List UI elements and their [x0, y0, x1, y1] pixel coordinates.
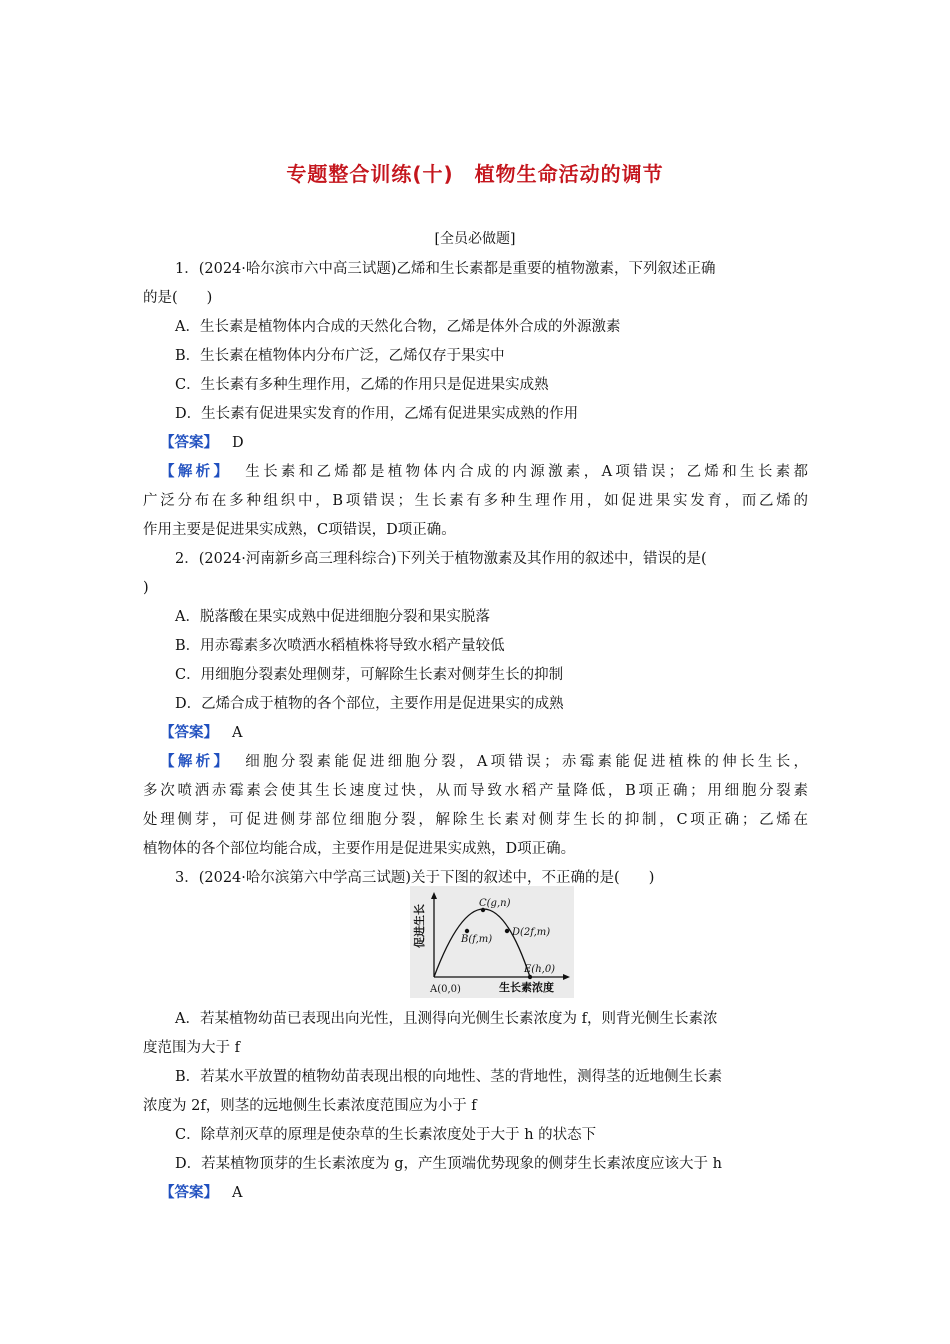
answer-tag: 【答案】 — [160, 724, 218, 741]
section-heading: [全员必做题] — [434, 231, 516, 247]
q1-stem-cont: 的是( ) — [143, 290, 213, 306]
q3-option-b: B．若某水平放置的植物幼苗表现出根的向地性、茎的背地性，测得茎的近地侧生长素 — [175, 1069, 723, 1085]
answer-value: D — [232, 435, 244, 451]
point-e-label: E(h,0) — [524, 964, 556, 975]
q3-option-d: D．若某植物顶芽的生长素浓度为 g，产生顶端优势现象的侧芽生长素浓度应该大于 h — [175, 1156, 722, 1172]
q2-option-c: C．用细胞分裂素处理侧芽，可解除生长素对侧芽生长的抑制 — [175, 667, 564, 683]
q3-option-c: C．除草剂灭草的原理是使杂草的生长素浓度处于大于 h 的状态下 — [175, 1127, 597, 1143]
analysis-text: 生长素和乙烯都是植物体内合成的内源激素，A项错误；乙烯和生长素都 — [245, 464, 809, 480]
q1-option-a: A．生长素是植物体内合成的天然化合物，乙烯是体外合成的外源激素 — [175, 319, 621, 335]
q2-stem-cont: ) — [143, 580, 149, 596]
q2-stem: 2．(2024·河南新乡高三理科综合)下列关于植物激素及其作用的叙述中，错误的是( — [175, 551, 707, 567]
answer-tag: 【答案】 — [160, 434, 218, 451]
q3-stem: 3．(2024·哈尔滨第六中学高三试题)关于下图的叙述中，不正确的是( ) — [175, 870, 655, 886]
auxin-curve-figure — [410, 886, 574, 998]
point-d-label: D(2f,m) — [512, 927, 551, 938]
y-axis-arrow — [431, 892, 437, 899]
answer-value: A — [232, 725, 243, 741]
analysis-tag: 【解析】 — [160, 463, 232, 480]
q3-option-a-cont: 度范围为大于 f — [143, 1040, 240, 1056]
q1-option-d: D．生长素有促进果实发育的作用，乙烯有促进果实成熟的作用 — [175, 406, 579, 422]
q1-option-b: B．生长素在植物体内分布广泛，乙烯仅存于果实中 — [175, 348, 505, 364]
y-axis-label: 促进生长 — [413, 904, 426, 948]
point-b-dot — [465, 929, 469, 933]
q2-answer — [160, 722, 825, 744]
q3-answer — [160, 1182, 825, 1204]
auxin-curve-svg — [410, 886, 574, 998]
x-axis-label: 生长素浓度 — [499, 981, 554, 994]
q3-option-b-cont: 浓度为 2f，则茎的远地侧生长素浓度范围应为小于 f — [143, 1098, 477, 1114]
page-title: 专题整合训练(十) 植物生命活动的调节 — [286, 162, 664, 186]
q2-analysis-line — [160, 751, 808, 773]
point-a-label: A(0,0) — [430, 984, 461, 995]
point-d-dot — [505, 929, 509, 933]
q2-analysis-line: 处理侧芽，可促进侧芽部位细胞分裂，解除生长素对侧芽生长的抑制，C项正确；乙烯在 — [143, 812, 808, 828]
q2-option-a: A．脱落酸在果实成熟中促进细胞分裂和果实脱落 — [175, 609, 490, 625]
point-c-label: C(g,n) — [479, 898, 511, 909]
q1-option-c: C．生长素有多种生理作用，乙烯的作用只是促进果实成熟 — [175, 377, 549, 393]
answer-value: A — [232, 1185, 243, 1201]
q1-stem: 1．(2024·哈尔滨市六中高三试题)乙烯和生长素都是重要的植物激素，下列叙述正确 — [175, 261, 716, 277]
analysis-tag: 【解析】 — [160, 753, 232, 770]
answer-tag: 【答案】 — [160, 1184, 218, 1201]
q2-option-b: B．用赤霉素多次喷洒水稻植株将导致水稻产量较低 — [175, 638, 505, 654]
x-axis-arrow — [563, 974, 570, 980]
analysis-text: 细胞分裂素能促进细胞分裂，A项错误；赤霉素能促进植株的伸长生长， — [245, 754, 809, 770]
q1-answer — [160, 432, 825, 454]
q3-option-a: A．若某植物幼苗已表现出向光性，且测得向光侧生长素浓度为 f，则背光侧生长素浓 — [175, 1011, 718, 1027]
q1-analysis-line — [160, 461, 808, 483]
point-e-dot — [528, 975, 532, 979]
q1-analysis-line: 作用主要是促进果实成熟，C项错误，D项正确。 — [143, 522, 456, 538]
q2-analysis-line: 多次喷洒赤霉素会使其生长速度过快，从而导致水稻产量降低，B项正确；用细胞分裂素 — [143, 783, 808, 799]
point-b-label: B(f,m) — [461, 934, 493, 945]
q2-option-d: D．乙烯合成于植物的各个部位，主要作用是促进果实的成熟 — [175, 696, 564, 712]
q1-analysis-line: 广泛分布在多种组织中，B项错误；生长素有多种生理作用，如促进果实发育，而乙烯的 — [143, 493, 808, 509]
q2-analysis-line: 植物体的各个部位均能合成，主要作用是促进果实成熟，D项正确。 — [143, 841, 576, 857]
